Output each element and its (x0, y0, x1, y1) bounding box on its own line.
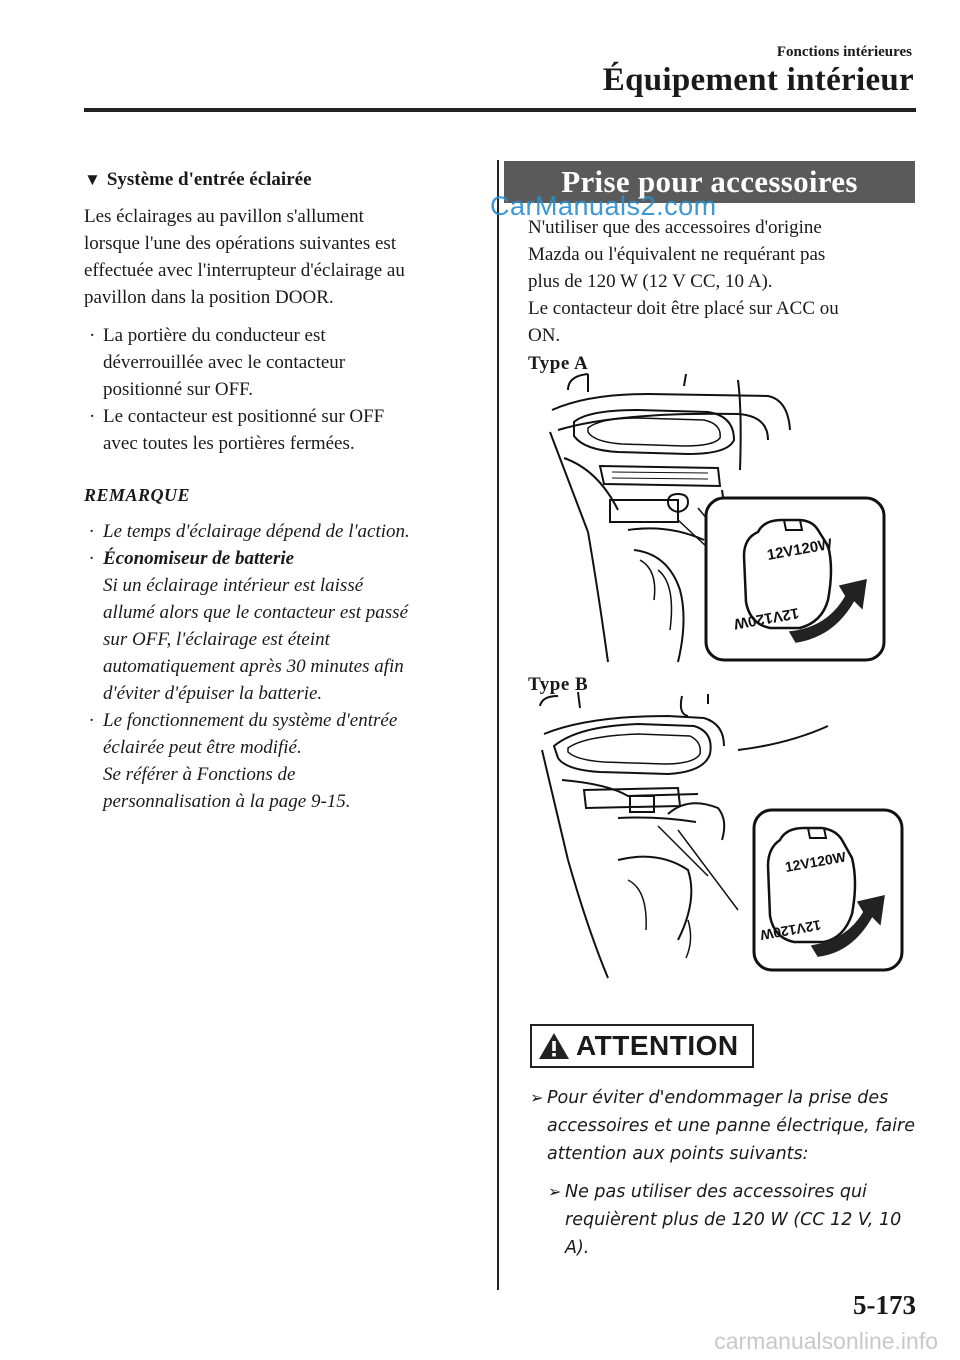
header-rule (84, 108, 916, 112)
caution-subitem (548, 1178, 908, 1262)
text-line: personnalisation à la page 9-15. (103, 791, 351, 812)
text-line: accessoires et une panne électrique, faire (547, 1116, 915, 1136)
chevron-right-icon: ➢ (530, 1088, 544, 1107)
text-line: lorsque l'une des opérations suivantes est (84, 233, 397, 254)
page-title: Équipement intérieur (602, 62, 914, 98)
chevron-right-icon: ➢ (548, 1182, 562, 1201)
text-line: Pour éviter d'endommager la prise des (547, 1088, 889, 1108)
text-line: automatiquement après 30 minutes afin (103, 656, 404, 677)
condition-list (84, 322, 484, 457)
text-line: requièrent plus de 120 W (CC 12 V, 10 (565, 1210, 902, 1230)
figure-label-type-a: Type A (528, 353, 589, 374)
text-line: Le fonctionnement du système d'entrée (103, 710, 398, 731)
caution-item (530, 1084, 920, 1168)
watermark-text: CarManuals2.com (490, 191, 717, 221)
intro-paragraph (84, 203, 484, 311)
footer-watermark: carmanualsonline.info (714, 1328, 938, 1354)
text-line: déverrouillée avec le contacteur (103, 352, 346, 373)
bullet-icon: · (89, 710, 94, 731)
section-banner: Prise pour accessoires (504, 161, 915, 203)
text-line: sur OFF, l'éclairage est éteint (103, 629, 330, 650)
attention-label: ATTENTION (576, 1030, 739, 1061)
text-line: plus de 120 W (12 V CC, 10 A). (528, 271, 773, 292)
text-line: La portière du conducteur est (103, 325, 326, 346)
note-list (84, 518, 484, 815)
list-item (84, 403, 484, 457)
text-line: Ne pas utiliser des accessoires qui (565, 1182, 867, 1202)
accessory-socket-illustration-b (528, 690, 910, 980)
cap-label-inverted: 12V120W (758, 917, 823, 944)
section-heading (84, 166, 484, 193)
text-line: positionné sur OFF. (103, 379, 253, 400)
page-number: 5-173 (853, 1290, 916, 1320)
text-line: allumé alors que le contacteur est passé (103, 602, 409, 623)
text-line: effectuée avec l'interrupteur d'éclairage au (84, 260, 405, 281)
bullet-icon: · (89, 406, 96, 427)
cap-label: 12V120W (783, 848, 848, 875)
text-line: Les éclairages au pavillon s'allument (84, 206, 364, 227)
list-item (84, 518, 484, 545)
text-line: Le contacteur est positionné sur OFF (103, 406, 385, 427)
bullet-icon: · (89, 548, 94, 569)
text-line: éclairée peut être modifié. (103, 737, 302, 758)
note-heading: REMARQUE (84, 485, 191, 505)
text-line: Le contacteur doit être placé sur ACC ou (528, 298, 839, 319)
text-line: Si un éclairage intérieur est laissé (103, 575, 364, 596)
note-item-title: Économiseur de batterie (103, 548, 295, 569)
list-item (84, 545, 484, 707)
cap-label: 12V120W (765, 535, 834, 564)
text-line: d'éviter d'épuiser la batterie. (103, 683, 323, 704)
section-heading-text: Système d'entrée éclairée (106, 169, 312, 190)
intro-paragraph (528, 214, 908, 349)
bullet-icon: · (89, 325, 96, 346)
text-line: A). (565, 1238, 590, 1258)
text-line: pavillon dans la position DOOR. (84, 287, 334, 308)
text-line: N'utiliser que des accessoires d'origine (528, 217, 822, 238)
cap-label-inverted: 12V120W (732, 604, 801, 633)
text-line: attention aux points suivants: (547, 1144, 809, 1164)
text-line: Mazda ou l'équivalent ne requérant pas (528, 244, 826, 265)
text-line: ON. (528, 325, 561, 346)
figure-label-type-b: Type B (528, 674, 589, 695)
column-divider (497, 160, 499, 1290)
bullet-icon: · (89, 521, 94, 542)
accessory-socket-illustration-a (528, 370, 890, 668)
list-item (84, 707, 484, 815)
warning-triangle-icon (537, 1031, 571, 1061)
section-label: Fonctions intérieures (776, 44, 912, 60)
text-line: Se référer à Fonctions de (103, 764, 296, 785)
text-line: Le temps d'éclairage dépend de l'action. (103, 521, 410, 542)
list-item (84, 322, 484, 403)
triangle-marker-icon: ▼ (84, 170, 101, 189)
text-line: avec toutes les portières fermées. (103, 433, 355, 454)
